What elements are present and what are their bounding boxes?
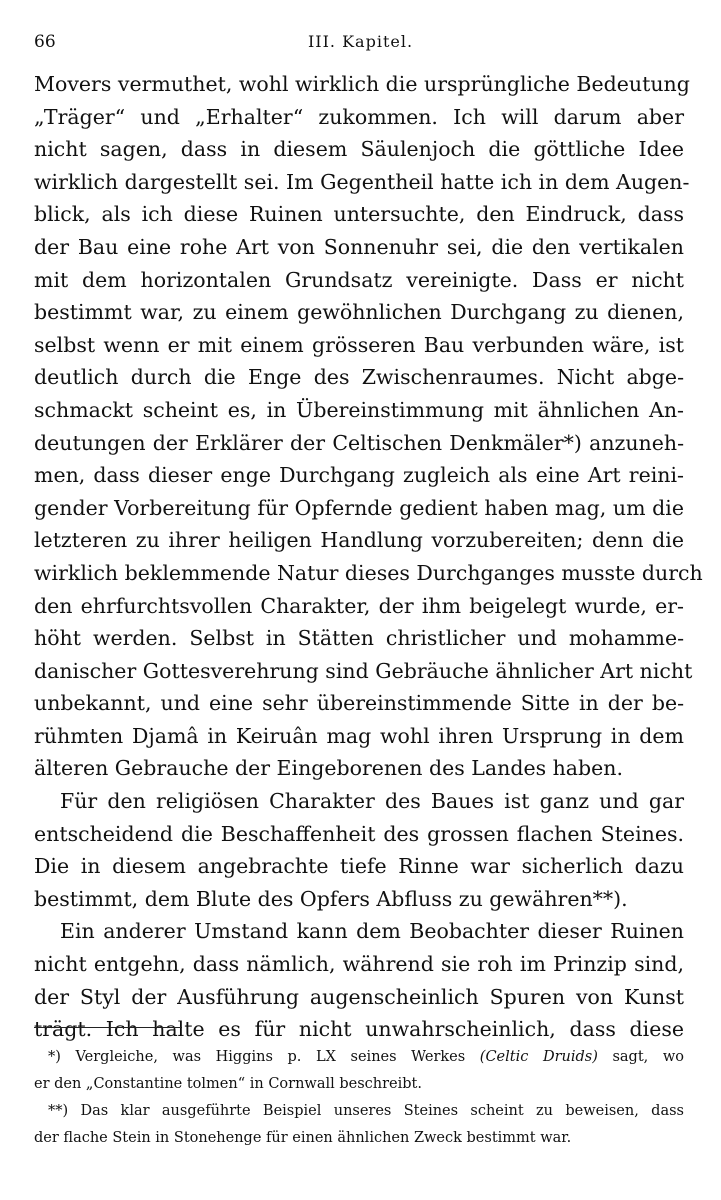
text-line: Für den religiösen Charakter des Baues ist ganz und gar <box>60 789 684 814</box>
text-line: nicht sagen, dass in diesem Säulenjoch die göttliche Idee <box>34 137 684 162</box>
page-header <box>34 32 687 56</box>
running-title: III. Kapitel. <box>307 32 414 51</box>
footnote-1-line-2: er den „Constantine tolmen“ in Cornwall beschreibt. <box>34 1076 422 1092</box>
text-line: unbekannt, und eine sehr übereinstimmende Sitte in der be- <box>34 691 684 716</box>
text-line: wirklich dargestellt sei. Im Gegentheil hatte ich in dem Augen- <box>34 169 690 194</box>
text-line: blick, als ich diese Ruinen untersuchte, den Eindruck, dass <box>34 202 684 227</box>
text-line: deutungen der Erklärer der Celtischen Denkmäler*) anzuneh- <box>34 430 684 455</box>
text-line: höht werden. Selbst in Stätten christlicher und mohamme- <box>34 626 684 651</box>
text-line: entscheidend die Beschaffenheit des grossen flachen Steines. <box>34 821 684 846</box>
text-line: danischer Gottesverehrung sind Gebräuche ähnlicher Art nicht <box>34 658 693 683</box>
text-line: bestimmt war, zu einem gewöhnlichen Durchgang zu dienen, <box>34 300 684 325</box>
footnote-1 <box>34 1044 684 1071</box>
text-line: Movers vermuthet, wohl wirklich die ursprüngliche Bedeutung <box>34 72 690 96</box>
text-line: wirklich beklemmende Natur dieses Durchganges musste durch <box>34 560 703 585</box>
text-line: deutlich durch die Enge des Zwischenraumes. Nicht abge- <box>34 365 684 390</box>
text-line: älteren Gebrauche der Eingeborenen des Landes haben. <box>34 756 624 781</box>
text-line: „Träger“ und „Erhalter“ zukommen. Ich will darum aber <box>34 104 684 129</box>
text-line: bestimmt, dem Blute des Opfers Abfluss zu gewähren**). <box>34 886 628 911</box>
footnote-1-text: *) Vergleiche, was Higgins p. LX seines Werkes <box>48 1049 480 1065</box>
text-line: gender Vorbereitung für Opfernde gedient haben mag, um die <box>34 495 684 520</box>
text-line: mit dem horizontalen Grundsatz vereinigte. Dass er nicht <box>34 267 684 292</box>
text-line: men, dass dieser enge Durchgang zugleich als eine Art reini- <box>34 463 684 488</box>
text-line: Die in diesem angebrachte tiefe Rinne war sicherlich dazu <box>34 854 684 879</box>
footnote-2-line-2: der flache Stein in Stonehenge für einen ähnlichen Zweck bestimmt war. <box>34 1130 572 1146</box>
body-text <box>34 68 703 1046</box>
text-line: trägt. Ich halte es für nicht unwahrscheinlich, dass diese <box>34 1017 684 1042</box>
text-line: rühmten Djamâ in Keiruân mag wohl ihren Ursprung in dem <box>34 723 684 748</box>
page-number: 66 <box>34 32 56 52</box>
footnote-1-text-end: sagt, wo <box>597 1049 685 1065</box>
text-line: schmackt scheint es, in Übereinstimmung mit ähnlichen An- <box>34 397 684 422</box>
footnote-2: **) Das klar ausgeführte Beispiel unseres Steines scheint zu beweisen, dass <box>48 1103 684 1119</box>
text-line: letzteren zu ihrer heiligen Handlung vorzubereiten; denn die <box>34 528 684 553</box>
text-line: Ein anderer Umstand kann dem Beobachter dieser Ruinen <box>60 919 684 944</box>
footnote-rule <box>34 1027 182 1028</box>
text-line: der Bau eine rohe Art von Sonnenuhr sei, die den vertikalen <box>34 234 684 259</box>
footnote-1-book-title: (Celtic Druids) <box>479 1049 598 1065</box>
text-line: der Styl der Ausführung augenscheinlich Spuren von Kunst <box>34 984 684 1009</box>
text-line: selbst wenn er mit einem grösseren Bau verbunden wäre, ist <box>34 332 684 357</box>
footnotes <box>34 1044 684 1152</box>
text-line: den ehrfurchtsvollen Charakter, der ihm beigelegt wurde, er- <box>34 593 684 618</box>
text-line: nicht entgehn, dass nämlich, während sie roh im Prinzip sind, <box>34 952 684 977</box>
